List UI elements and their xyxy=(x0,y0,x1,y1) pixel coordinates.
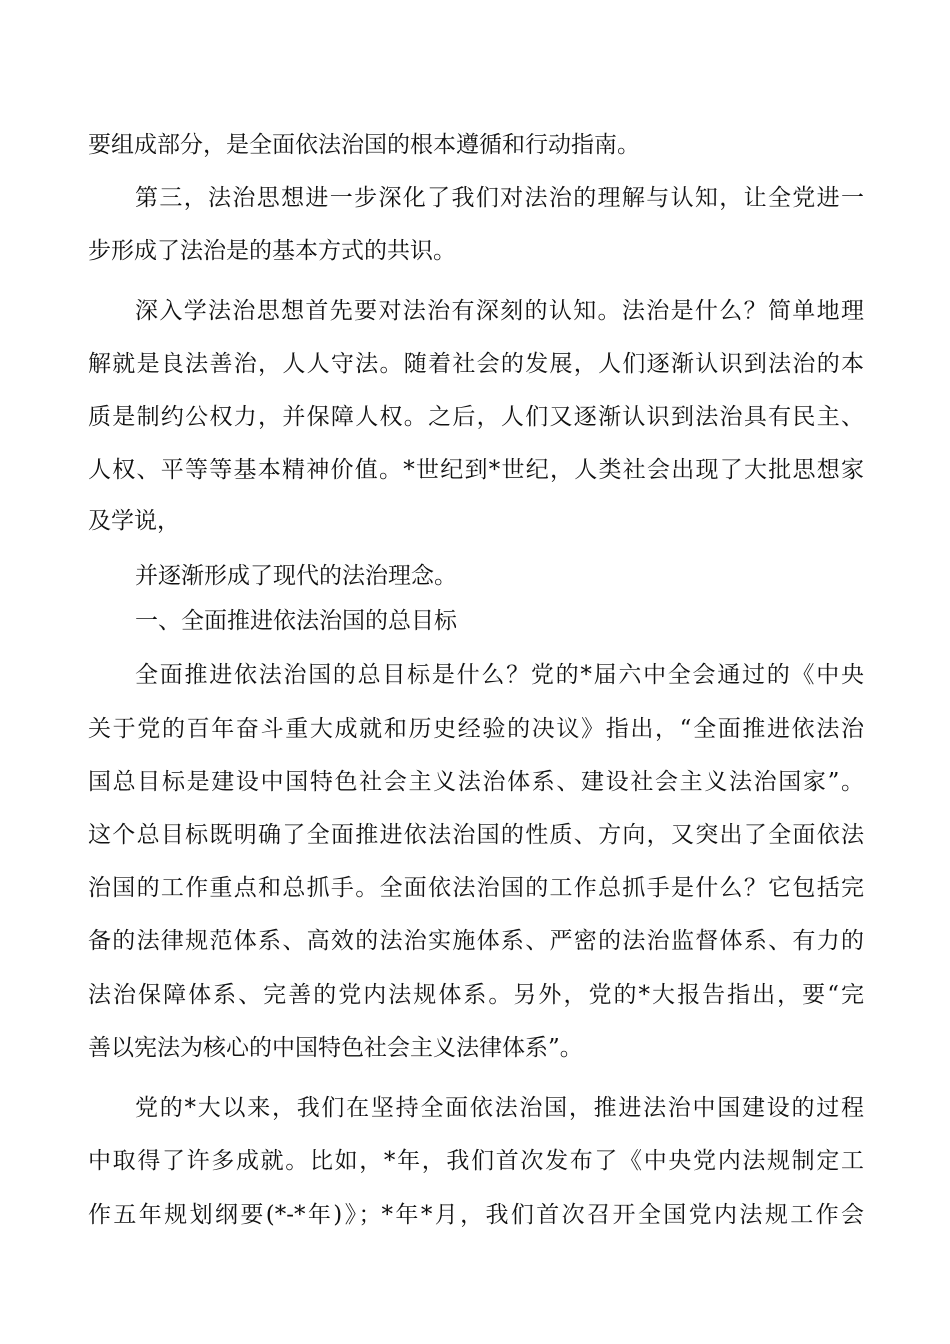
text-line: 善以宪法为核心的中国特色社会主义法律体系”。 xyxy=(88,1035,583,1061)
text-line: 关于党的百年奋斗重大成就和历史经验的决议》指出，“全面推进依法治 xyxy=(88,716,864,742)
paragraph-first-line: 党的*大以来，我们在坚持全面依法治国，推进法治中国建设的过程 xyxy=(135,1095,864,1121)
text-line: 步形成了法治是的基本方式的共识。 xyxy=(88,238,456,264)
paragraph-line: 并逐渐形成了现代的法治理念。 xyxy=(135,563,457,589)
paragraph-first-line: 深入学法治思想首先要对法治有深刻的认知。法治是什么？简单地理 xyxy=(135,298,864,324)
text-line: 作五年规划纲要(*-*年)》；*年*月，我们首次召开全国党内法规工作会 xyxy=(88,1202,864,1228)
text-line: 国总目标是建设中国特色社会主义法治体系、建设社会主义法治国家”。 xyxy=(88,769,864,795)
text-line: 法治保障体系、完善的党内法规体系。另外，党的*大报告指出，要“完 xyxy=(88,982,864,1008)
text-line: 要组成部分，是全面依法治国的根本遵循和行动指南。 xyxy=(88,132,640,158)
text-line: 解就是良法善治，人人守法。随着社会的发展，人们逐渐认识到法治的本 xyxy=(88,351,864,377)
text-line: 及学说， xyxy=(88,508,180,534)
paragraph-first-line: 全面推进依法治国的总目标是什么？党的*届六中全会通过的《中央 xyxy=(135,662,864,688)
text-line: 治国的工作重点和总抓手。全面依法治国的工作总抓手是什么？它包括完 xyxy=(88,875,864,901)
text-line: 人权、平等等基本精神价值。*世纪到*世纪，人类社会出现了大批思想家 xyxy=(88,457,864,483)
section-heading: 一、全面推进依法治国的总目标 xyxy=(135,608,457,634)
paragraph-first-line: 第三，法治思想进一步深化了我们对法治的理解与认知，让全党进一 xyxy=(135,185,864,211)
text-line: 中取得了许多成就。比如，*年，我们首次发布了《中央党内法规制定工 xyxy=(88,1148,864,1174)
text-line: 备的法律规范体系、高效的法治实施体系、严密的法治监督体系、有力的 xyxy=(88,928,864,954)
text-line: 这个总目标既明确了全面推进依法治国的性质、方向，又突出了全面依法 xyxy=(88,822,864,848)
text-line: 质是制约公权力，并保障人权。之后，人们又逐渐认识到法治具有民主、 xyxy=(88,404,864,430)
